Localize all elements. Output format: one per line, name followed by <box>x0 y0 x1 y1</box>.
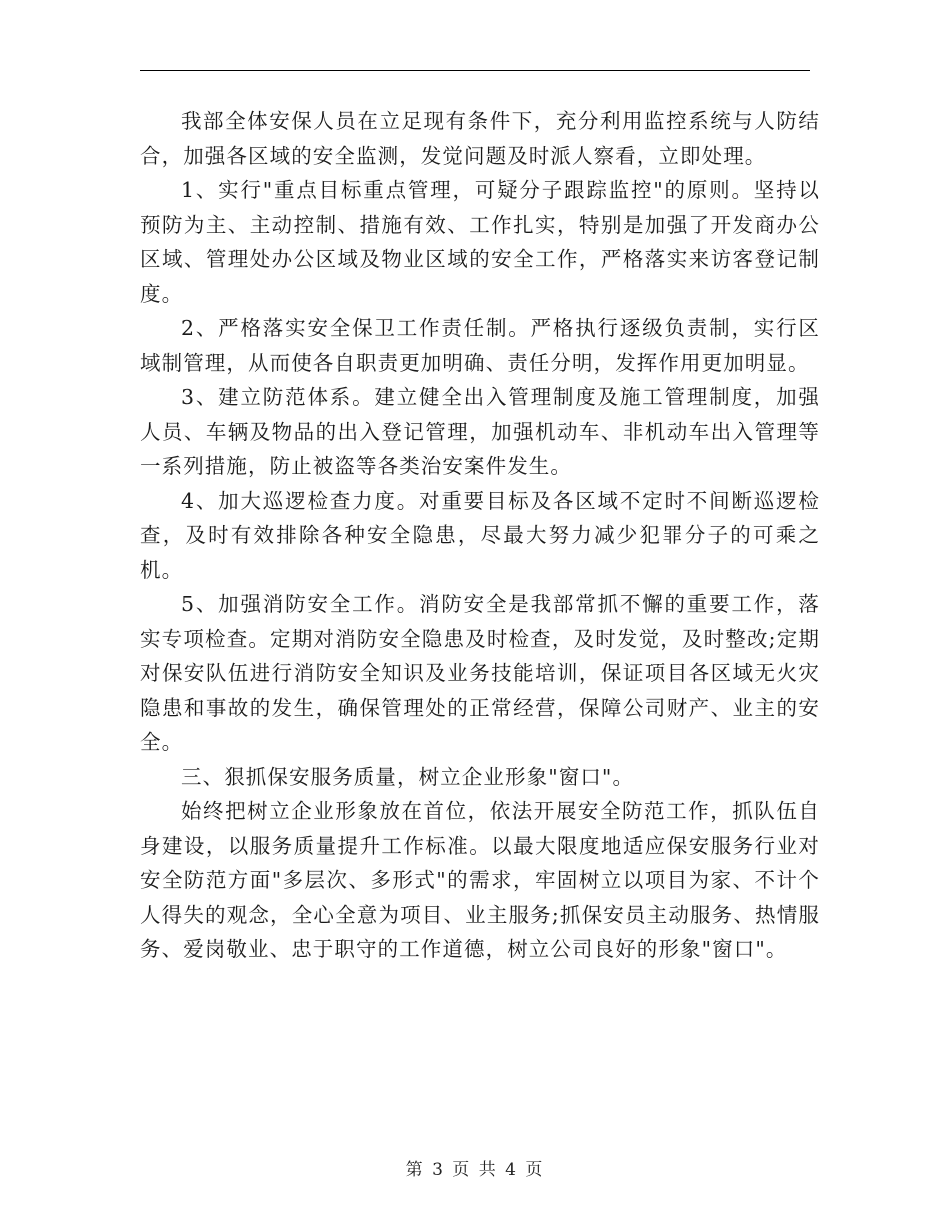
section-heading-3: 三、狠抓保安服务质量，树立企业形象"窗口"。 <box>181 764 635 789</box>
paragraph-item-2: 2、严格落实安全保卫工作责任制。严格执行逐级负责制，实行区域制管理，从而使各自职责更加明确、责任分明，发挥作用更加明显。 <box>140 316 820 375</box>
page-number: 第 3 页 共 4 页 <box>405 1160 545 1180</box>
paragraph-item-5: 5、加强消防安全工作。消防安全是我部常抓不懈的重要工作，落实专项检查。定期对消防安全隐患及时检查，及时发觉，及时整改;定期对保安队伍进行消防安全知识及业务技能培训，保证项目各区域无火灾隐患和事故的发生，确保管理处的正常经营，保障公司财产、业主的安全。 <box>140 592 820 754</box>
paragraph-item-3: 3、建立防范体系。建立健全出入管理制度及施工管理制度，加强人员、车辆及物品的出入登记管理，加强机动车、非机动车出入管理等一系列措施，防止被盗等各类治安案件发生。 <box>140 385 820 478</box>
paragraph-item-1: 1、实行"重点目标重点管理，可疑分子跟踪监控"的原则。坚持以预防为主、主动控制、措施有效、工作扎实，特别是加强了开发商办公区域、管理处办公区域及物业区域的安全工作，严格落实来访客登记制度。 <box>140 178 820 306</box>
header-rule <box>140 70 810 71</box>
document-body <box>140 104 820 967</box>
paragraph-section-3: 始终把树立企业形象放在首位，依法开展安全防范工作，抓队伍自身建设，以服务质量提升工作标准。以最大限度地适应保安服务行业对安全防范方面"多层次、多形式"的需求，牢固树立以项目为家、不计个人得失的观念，全心全意为项目、业主服务;抓保安员主动服务、热情服务、爱岗敬业、忠于职守的工作道德，树立公司良好的形象"窗口"。 <box>140 799 820 961</box>
paragraph-item-4: 4、加大巡逻检查力度。对重要目标及各区域不定时不间断巡逻检查，及时有效排除各种安全隐患，尽最大努力减少犯罪分子的可乘之机。 <box>140 488 820 582</box>
paragraph-intro: 我部全体安保人员在立足现有条件下，充分利用监控系统与人防结合，加强各区域的安全监测，发觉问题及时派人察看，立即处理。 <box>140 109 820 168</box>
